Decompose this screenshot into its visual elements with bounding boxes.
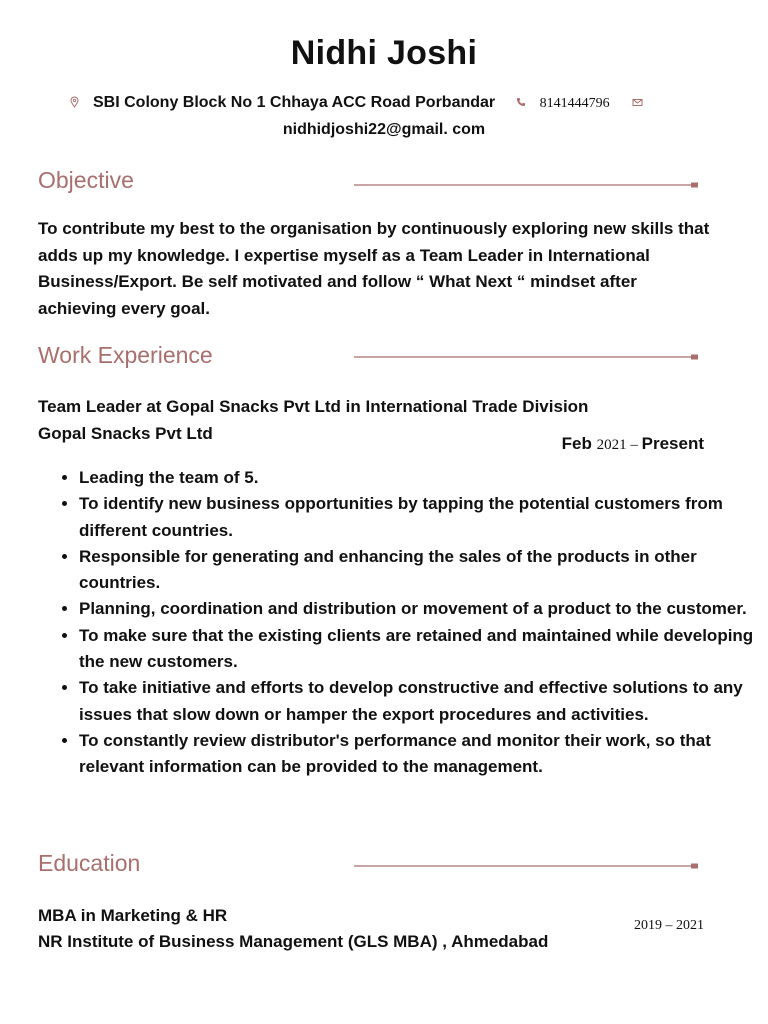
job-start-year: 2021 (596, 437, 627, 453)
list-item: • To make sure that the existing clients are retained and maintained while developing the new customers. (79, 623, 759, 676)
section-heading-education: Education (38, 850, 141, 876)
location-pin-icon (70, 95, 79, 107)
institution: NR Institute of Business Management (GLS MBA) , Ahmedabad (38, 932, 549, 951)
responsibilities-list (38, 465, 759, 781)
job-title: Team Leader at Gopal Snacks Pvt Ltd in International Trade Division (38, 397, 589, 416)
phone-number[interactable]: 8141444796 (539, 96, 610, 111)
education-years: 2019 – 2021 (634, 918, 704, 933)
list-item: • Leading the team of 5. (79, 465, 759, 491)
list-item: • To constantly review distributor's performance and monitor their work, so that relevant information can be provided to the management. (79, 728, 759, 781)
job-dates (562, 434, 704, 454)
list-item: • To take initiative and efforts to develop constructive and effective solutions to any issues that slow down or hamper the export procedures and activities. (79, 675, 759, 728)
section-divider (354, 862, 700, 870)
list-item: • To identify new business opportunities by tapping the potential customers from different countries. (79, 491, 759, 544)
list-item: • Planning, coordination and distribution or movement of a product to the customer. (79, 596, 759, 622)
date-separator: – (626, 437, 642, 453)
candidate-name: Nidhi Joshi (290, 34, 478, 72)
contact-line (70, 94, 643, 112)
email-address[interactable]: nidhidjoshi22@gmail. com (282, 121, 486, 138)
phone-icon (516, 94, 526, 112)
section-heading-work-experience: Work Experience (38, 342, 213, 368)
company-name: Gopal Snacks Pvt Ltd (38, 424, 213, 443)
job-start-month: Feb (561, 434, 592, 453)
section-heading-objective: Objective (38, 167, 134, 193)
objective-text: To contribute my best to the organisation by continuously exploring new skills that adds up my knowledge. I expertise myself as a Team Leader in International Business/Export. Be self motivated and follow “ What Next “ mindset after achieving every goal. (38, 219, 710, 318)
mail-icon (632, 94, 643, 112)
job-end: Present (641, 434, 704, 453)
list-item: • Responsible for generating and enhancing the sales of the products in other countries. (79, 544, 759, 597)
address-text: SBI Colony Block No 1 Chhaya ACC Road Porbandar (93, 94, 496, 111)
section-divider (354, 181, 700, 189)
degree: MBA in Marketing & HR (38, 906, 228, 925)
section-divider (354, 353, 700, 361)
